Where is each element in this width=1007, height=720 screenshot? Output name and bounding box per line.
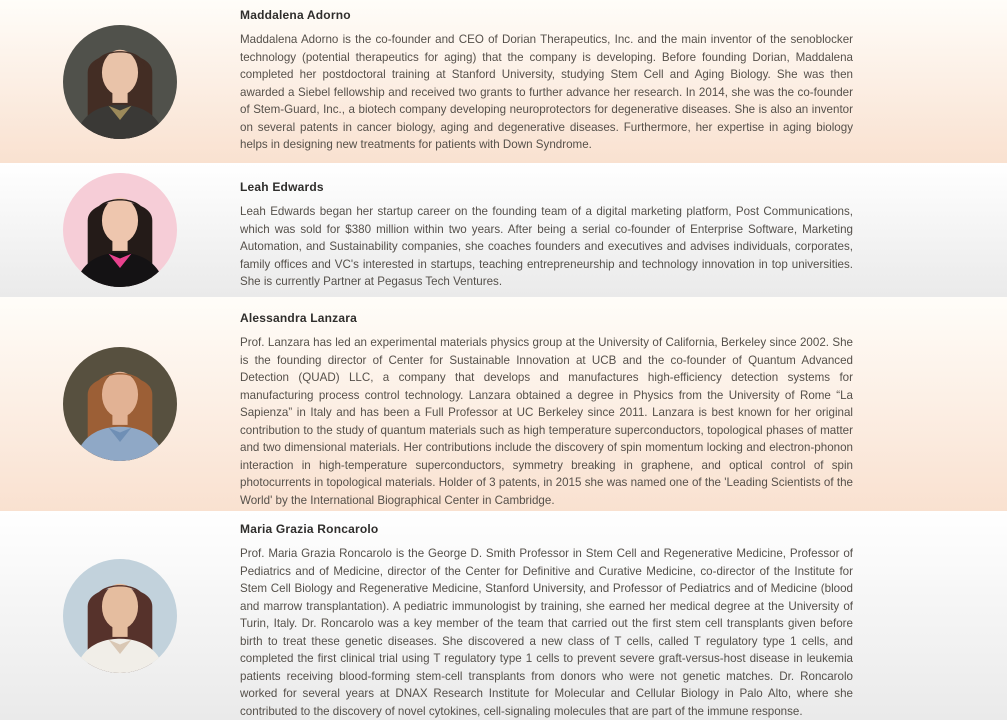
profile-bio: Prof. Lanzara has led an experimental materials physics group at the University of California, Berkeley since 2002. She is the founding director of Center for Sustainable Innovation at UCB and the co-founder of Quantum Advanced Detection (QUAD) LLC, a company that develops and manufactures high-efficiency detection systems for manufacturing process control technology. Lanzara obtained a degree in Physics from the University of Rome “La Sapienza” in Italy and has been a Full Professor at UC Berkeley since 2011. Lanzara is best known for her original contribution to the study of quantum materials such as high temperature superconductors, topological phases of matter and two dimensional materials. Her contributions include the discovery of spin momentum locking and electron-phonon interaction in high-temperature superconductors, symmetry breaking in graphene, and optical control of spin photocurrents in topological materials. Holder of 3 patents, in 2015 she was named one of the 'Leading Scientists of the World' by the International Biographical Center in Cambridge. [240,336,853,507]
profile-photo [63,559,177,673]
person-portrait-icon [63,347,177,461]
profile-bio: Prof. Maria Grazia Roncarolo is the George D. Smith Professor in Stem Cell and Regenerative Medicine, Professor of Pediatrics and of Medicine, director of the Center for Definitive and Curative Medicine, co-director of the Institute for Stem Cell Biology and Regenerative Medicine, Stanford University, and Professor of Pediatrics and of Medicine (blood and marrow transplantation). A pediatric immunologist by training, she earned her medical degree at the University of Turin, Italy. Dr. Roncarolo was a key member of the team that carried out the first stem cell transplants given before birth to treat these genetic diseases. She discovered a new class of T cells, called T regulatory type 1 cells, and completed the first clinical trial using T regulatory type 1 cells to prevent severe graft-versus-host disease in leukemia patients receiving blood-forming stem-cell transplants from donors who were not genetic matches. Dr. Roncarolo worked for several years at DNAX Research Institute for Molecular and Cellular Biology in Palo Alto, where she contributed to the discovery of novel cytokines, cell-signaling molecules that are part of the immune response. [240,547,853,718]
profile-bio: Leah Edwards began her startup career on the founding team of a digital marketing platform, Post Communications, which was sold for $380 million within two years. After being a serial co-founder of Enterprise Software, Marketing Automation, and Sustainability companies, she coaches founders and executives and advises individuals, corporates, family offices and VC's interested in startups, teaching entrepreneurship and technology innovation in top universities. She is currently Partner at Pegasus Tech Ventures. [240,205,853,288]
bio-text-column [240,0,1007,163]
person-portrait-icon [63,559,177,673]
profile-name: Leah Edwards [240,180,324,194]
profile-photo [63,25,177,139]
profile-name: Alessandra Lanzara [240,311,357,325]
photo-column [0,163,240,297]
bio-text-column [240,297,1007,511]
profile-photo [63,173,177,287]
person-portrait-icon [63,25,177,139]
profile-section [0,297,1007,511]
photo-column [0,297,240,511]
profile-section [0,163,1007,297]
profile-section [0,0,1007,163]
profile-bio: Maddalena Adorno is the co-founder and CEO of Dorian Therapeutics, Inc. and the main inventor of the senoblocker technology (potential therapeutics for aging) that the company is developing. Before founding Dorian, Maddalena completed her postdoctoral training at Stanford University, studying Stem Cell and Aging Biology. She was then awarded a Siebel fellowship and received two grants to further advance her research. In 2014, she was the co-founder of Stem-Guard, Inc., a biotech company developing neuroprotectors for degenerative diseases. She is also an inventor on several patents in cancer biology, aging and degenerative diseases. Furthermore, her expertise in aging biology helps in designing new treatments for patients with Down Syndrome. [240,33,853,151]
profile-name: Maria Grazia Roncarolo [240,522,379,536]
bio-text-column [240,163,1007,297]
photo-column [0,0,240,163]
photo-column [0,511,240,720]
bio-text-column [240,511,1007,720]
profile-name: Maddalena Adorno [240,8,351,22]
person-portrait-icon [63,173,177,287]
profile-section [0,511,1007,720]
profile-photo [63,347,177,461]
